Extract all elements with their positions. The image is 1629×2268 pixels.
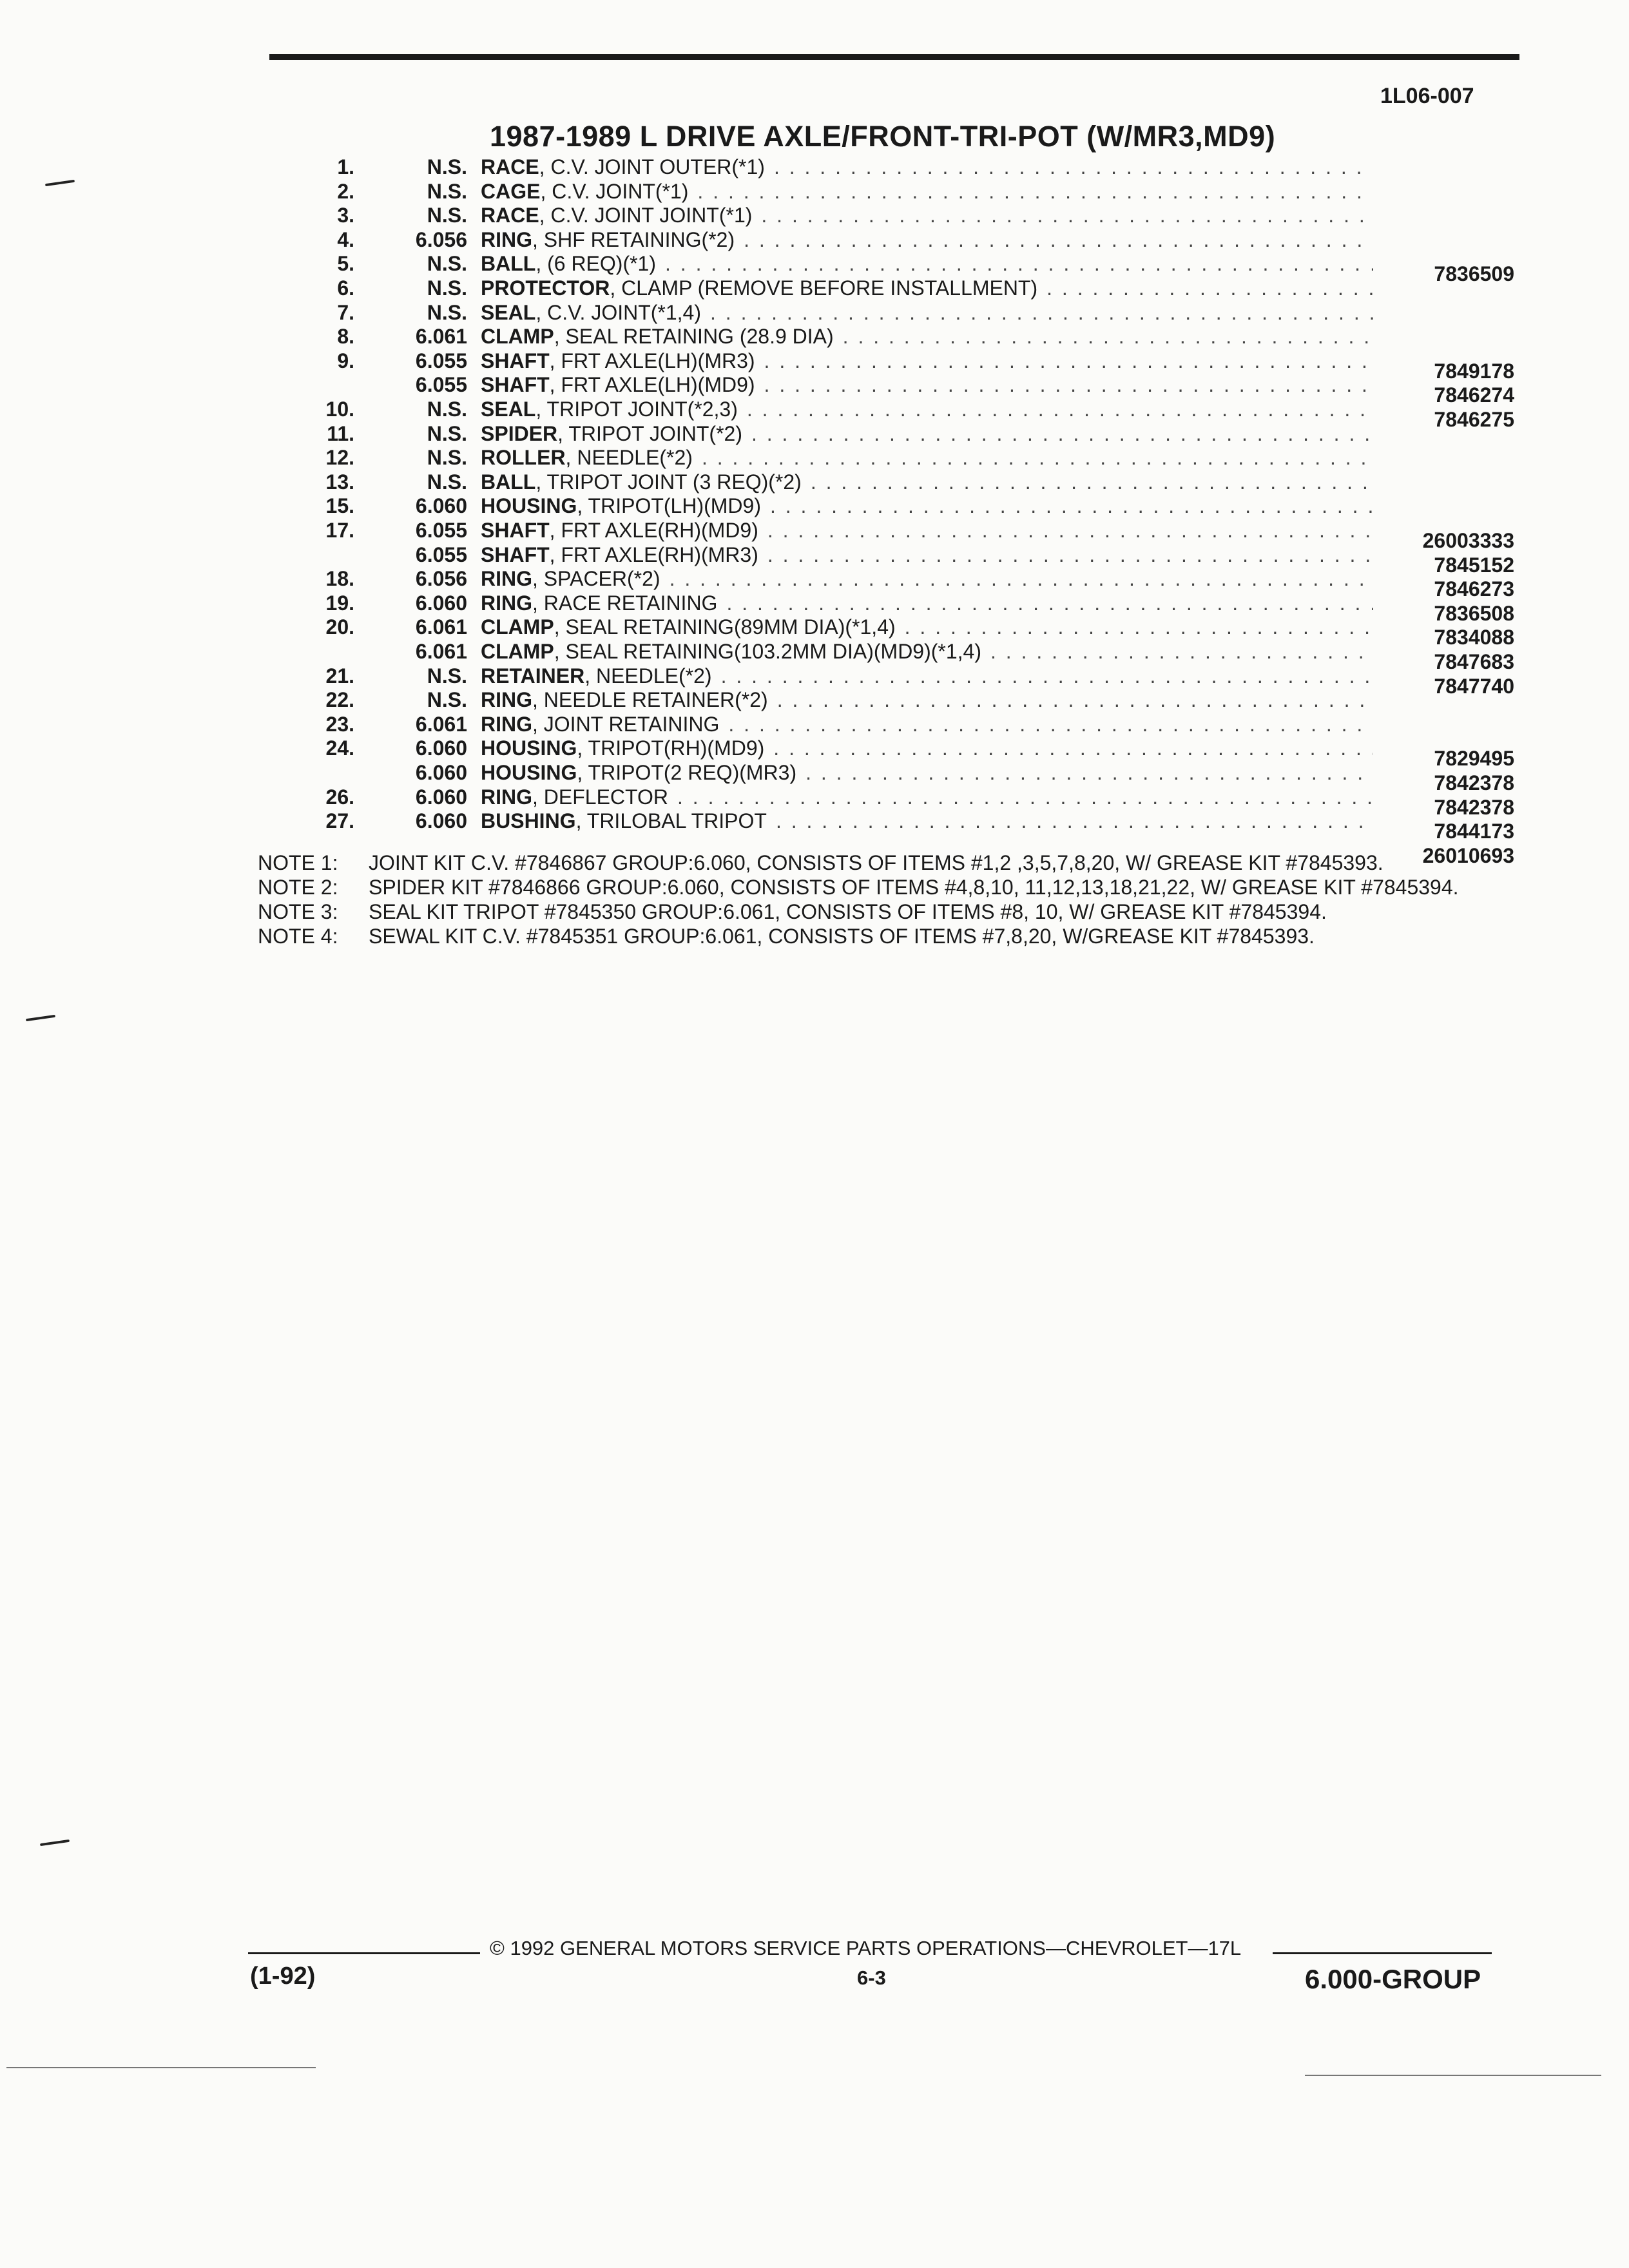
group-number: 6.060 <box>415 736 467 760</box>
part-description <box>481 445 1373 470</box>
scan-mark <box>26 1015 55 1021</box>
part-description <box>481 470 1373 494</box>
dot-leader <box>751 421 1373 446</box>
group-number: 6.060 <box>415 494 467 518</box>
note <box>258 901 1514 923</box>
part-detail: , C.V. JOINT(*1) <box>540 179 689 203</box>
group-number: 6.060 <box>415 761 467 784</box>
part-name: RING <box>481 712 532 736</box>
group-number: N.S. <box>427 252 467 276</box>
part-row <box>0 494 1629 518</box>
page-code: 1L06-007 <box>1380 84 1474 108</box>
part-number: 7836508 <box>1434 601 1514 625</box>
part-name: RACE <box>481 155 539 178</box>
part-detail: , FRT AXLE(LH)(MD9) <box>549 373 755 397</box>
part-name: SPIDER <box>481 421 558 445</box>
group-number: N.S. <box>427 664 467 687</box>
part-number: 7834088 <box>1434 626 1514 649</box>
part-description <box>481 300 1373 325</box>
note <box>258 876 1514 898</box>
group-number: 6.060 <box>415 785 467 809</box>
dot-leader <box>776 809 1373 833</box>
part-name: HOUSING <box>481 736 577 760</box>
note-label: NOTE 3: <box>258 900 338 923</box>
part-detail: , TRILOBAL TRIPOT <box>575 809 767 833</box>
part-name: HOUSING <box>481 494 577 518</box>
part-number: 7846275 <box>1434 408 1514 431</box>
part-detail: , DEFLECTOR <box>532 785 668 809</box>
dot-leader <box>764 349 1373 373</box>
part-detail: , RACE RETAINING <box>532 591 718 615</box>
item-number: 15. <box>325 494 354 518</box>
part-row <box>0 664 1629 698</box>
part-detail: , FRT AXLE(RH)(MD9) <box>549 519 758 542</box>
part-description <box>481 736 1373 760</box>
dot-leader <box>702 445 1373 470</box>
dot-leader <box>726 591 1373 615</box>
edition-code: (1-92) <box>250 1963 316 1990</box>
note-label: NOTE 2: <box>258 876 338 899</box>
part-description <box>481 760 1373 785</box>
dot-leader <box>1046 276 1373 300</box>
dot-leader <box>710 300 1373 325</box>
item-number: 19. <box>325 591 354 615</box>
item-number: 6. <box>337 276 354 300</box>
part-description <box>481 566 1373 591</box>
part-row <box>0 445 1629 470</box>
item-number: 1. <box>337 155 354 178</box>
part-name: RING <box>481 227 532 251</box>
part-name: CLAMP <box>481 640 554 663</box>
copyright-line: © 1992 GENERAL MOTORS SERVICE PARTS OPERATIONS—CHEVROLET—17L <box>490 1937 1242 1959</box>
part-detail: , FRT AXLE(RH)(MR3) <box>549 543 758 566</box>
part-row <box>0 276 1629 300</box>
item-number: 3. <box>337 204 354 227</box>
item-number: 18. <box>325 567 354 591</box>
dot-leader <box>774 155 1373 179</box>
dot-leader <box>770 494 1373 518</box>
dot-leader <box>764 372 1373 397</box>
part-row <box>0 760 1629 794</box>
dot-leader <box>665 251 1373 276</box>
part-description <box>481 155 1373 179</box>
group-number: 6.055 <box>415 349 467 372</box>
dot-leader <box>805 760 1373 785</box>
part-description <box>481 251 1373 276</box>
part-name: HOUSING <box>481 761 577 784</box>
part-row <box>0 470 1629 494</box>
group-number: 6.060 <box>415 591 467 615</box>
dot-leader <box>677 785 1373 809</box>
part-detail: , C.V. JOINT JOINT(*1) <box>539 204 753 227</box>
group-number: N.S. <box>427 204 467 227</box>
part-name: CLAMP <box>481 325 554 349</box>
dot-leader <box>761 203 1373 227</box>
item-number: 13. <box>325 470 354 494</box>
group-number: N.S. <box>427 155 467 178</box>
dot-leader <box>728 712 1373 736</box>
part-name: CAGE <box>481 179 541 203</box>
group-number: N.S. <box>427 688 467 712</box>
part-description <box>481 712 1373 736</box>
part-name: PROTECTOR <box>481 276 610 300</box>
part-row <box>0 179 1629 204</box>
part-number: 7846274 <box>1434 383 1514 407</box>
part-name: SHAFT <box>481 373 550 397</box>
item-number: 24. <box>325 736 354 760</box>
part-row <box>0 809 1629 843</box>
part-row <box>0 566 1629 601</box>
group-number: N.S. <box>427 421 467 445</box>
dot-leader <box>843 324 1373 349</box>
part-name: RETAINER <box>481 664 585 687</box>
part-detail: , CLAMP (REMOVE BEFORE INSTALLMENT) <box>610 276 1038 300</box>
group-number: 6.061 <box>415 640 467 663</box>
part-description <box>481 397 1373 421</box>
item-number: 7. <box>337 300 354 324</box>
part-detail: , TRIPOT JOINT(*2,3) <box>535 398 738 421</box>
group-number: N.S. <box>427 470 467 494</box>
part-name: RACE <box>481 204 539 227</box>
group-number: N.S. <box>427 398 467 421</box>
dot-leader <box>990 639 1373 664</box>
group-number: 6.055 <box>415 373 467 397</box>
part-number: 7847683 <box>1434 650 1514 673</box>
part-description <box>481 324 1373 349</box>
part-number: 7836509 <box>1434 262 1514 286</box>
part-row <box>0 421 1629 446</box>
group-number: 6.061 <box>415 615 467 639</box>
item-number: 5. <box>337 252 354 276</box>
part-number: 7844173 <box>1434 820 1514 843</box>
part-row <box>0 785 1629 819</box>
part-detail: , FRT AXLE(LH)(MR3) <box>549 349 755 372</box>
dot-leader <box>721 664 1373 688</box>
part-name: SEAL <box>481 300 536 324</box>
part-description <box>481 809 1373 833</box>
part-detail: , JOINT RETAINING <box>532 712 720 736</box>
part-description <box>481 372 1373 397</box>
part-detail: , SEAL RETAINING (28.9 DIA) <box>554 325 834 349</box>
part-detail: , TRIPOT JOINT(*2) <box>557 421 742 445</box>
page-title: 1987-1989 L DRIVE AXLE/FRONT-TRI-POT (W/MR3,MD9) <box>490 120 1276 153</box>
part-number: 7842378 <box>1434 795 1514 819</box>
part-number: 7847740 <box>1434 674 1514 698</box>
part-name: SHAFT <box>481 543 550 566</box>
part-detail: , C.V. JOINT(*1,4) <box>535 300 701 324</box>
part-row <box>0 372 1629 407</box>
group-number: 6.060 <box>415 809 467 833</box>
group-number: 6.061 <box>415 325 467 349</box>
dot-leader <box>697 179 1373 204</box>
scan-mark <box>40 1840 70 1846</box>
footer-rule-right <box>1273 1952 1492 1954</box>
part-row <box>0 518 1629 552</box>
part-detail: , SPACER(*2) <box>532 567 660 591</box>
item-number: 9. <box>337 349 354 372</box>
part-detail: , SHF RETAINING(*2) <box>532 227 735 251</box>
group-number: 6.055 <box>415 519 467 542</box>
part-row <box>0 203 1629 227</box>
item-number: 11. <box>327 421 354 445</box>
note-text: SEWAL KIT C.V. #7845351 GROUP:6.061, CONSISTS OF ITEMS #7,8,20, W/GREASE KIT #7845393. <box>369 925 1315 948</box>
dot-leader <box>747 397 1373 421</box>
group-number: N.S. <box>427 300 467 324</box>
item-number: 26. <box>325 785 354 809</box>
item-number: 8. <box>337 325 354 349</box>
part-row <box>0 227 1629 252</box>
part-detail: , SEAL RETAINING(103.2MM DIA)(MD9)(*1,4) <box>554 640 981 663</box>
note-text: SEAL KIT TRIPOT #7845350 GROUP:6.061, CONSISTS OF ITEMS #8, 10, W/ GREASE KIT #7845394. <box>369 900 1327 923</box>
part-description <box>481 227 1373 252</box>
part-name: CLAMP <box>481 615 554 639</box>
item-number: 23. <box>325 712 354 736</box>
part-number: 7842378 <box>1434 771 1514 794</box>
notes-section <box>258 852 1514 950</box>
part-description <box>481 591 1373 615</box>
dot-leader <box>744 227 1373 252</box>
part-row <box>0 639 1629 673</box>
dot-leader <box>773 736 1373 760</box>
dot-leader <box>777 687 1373 712</box>
part-description <box>481 615 1373 639</box>
part-row <box>0 251 1629 286</box>
item-number: 12. <box>325 446 354 470</box>
part-description <box>481 179 1373 204</box>
part-row <box>0 155 1629 179</box>
part-name: BALL <box>481 252 536 276</box>
part-name: RING <box>481 785 532 809</box>
part-detail: , TRIPOT JOINT (3 REQ)(*2) <box>535 470 802 494</box>
part-detail: , TRIPOT(RH)(MD9) <box>577 736 765 760</box>
dot-leader <box>767 518 1373 543</box>
note-label: NOTE 1: <box>258 851 338 874</box>
dot-leader <box>811 470 1373 494</box>
part-detail: , SEAL RETAINING(89MM DIA)(*1,4) <box>554 615 896 639</box>
part-row <box>0 736 1629 771</box>
part-detail: , (6 REQ)(*1) <box>535 252 656 276</box>
part-name: BALL <box>481 470 536 494</box>
group-number: 6.056 <box>415 227 467 251</box>
part-row <box>0 300 1629 325</box>
part-description <box>481 639 1373 664</box>
part-row <box>0 615 1629 649</box>
group-code: 6.000-GROUP <box>1305 1964 1481 1994</box>
part-description <box>481 276 1373 300</box>
part-row <box>0 687 1629 712</box>
dot-leader <box>905 615 1373 639</box>
part-number: 7845152 <box>1434 553 1514 577</box>
item-number: 21. <box>325 664 354 687</box>
part-row <box>0 591 1629 625</box>
part-description <box>481 421 1373 446</box>
item-number: 22. <box>325 688 354 712</box>
part-name: SEAL <box>481 398 536 421</box>
part-description <box>481 349 1373 373</box>
part-row <box>0 543 1629 577</box>
part-name: RING <box>481 567 532 591</box>
part-row <box>0 324 1629 349</box>
part-number: 7829495 <box>1434 747 1514 771</box>
item-number: 20. <box>325 615 354 639</box>
part-description <box>481 518 1373 543</box>
part-detail: , NEEDLE(*2) <box>565 446 693 470</box>
part-description <box>481 543 1373 567</box>
item-number: 4. <box>337 227 354 251</box>
group-number: N.S. <box>427 446 467 470</box>
part-row <box>0 712 1629 736</box>
part-detail: , TRIPOT(2 REQ)(MR3) <box>577 761 797 784</box>
part-description <box>481 687 1373 712</box>
part-number: 26003333 <box>1422 529 1514 552</box>
item-number: 17. <box>325 519 354 542</box>
group-number: N.S. <box>427 276 467 300</box>
group-number: 6.061 <box>415 712 467 736</box>
part-description <box>481 203 1373 227</box>
part-description <box>481 664 1373 688</box>
note-text: SPIDER KIT #7846866 GROUP:6.060, CONSISTS OF ITEMS #4,8,10, 11,12,13,18,21,22, W/ GREASE KIT #7845394. <box>369 876 1459 899</box>
group-number: 6.055 <box>415 543 467 566</box>
part-name: SHAFT <box>481 349 550 372</box>
page-number: 6-3 <box>857 1966 886 1989</box>
part-name: RING <box>481 688 532 712</box>
part-name: RING <box>481 591 532 615</box>
part-name: ROLLER <box>481 446 566 470</box>
part-name: SHAFT <box>481 519 550 542</box>
item-number: 10. <box>325 398 354 421</box>
part-number: 7846273 <box>1434 577 1514 601</box>
part-description <box>481 494 1373 518</box>
group-number: 6.056 <box>415 567 467 591</box>
bottom-line-right <box>1305 2075 1601 2076</box>
bottom-line-left <box>6 2067 316 2068</box>
part-row <box>0 397 1629 431</box>
part-detail: , NEEDLE(*2) <box>584 664 712 687</box>
part-description <box>481 785 1373 809</box>
note <box>258 925 1514 947</box>
part-detail: , TRIPOT(LH)(MD9) <box>577 494 761 518</box>
part-number: 7849178 <box>1434 359 1514 383</box>
part-name: BUSHING <box>481 809 576 833</box>
part-detail: , NEEDLE RETAINER(*2) <box>532 688 768 712</box>
group-number: N.S. <box>427 179 467 203</box>
note <box>258 852 1514 874</box>
footer-rule-left <box>248 1952 480 1954</box>
part-number: 26010693 <box>1422 843 1514 867</box>
note-text: JOINT KIT C.V. #7846867 GROUP:6.060, CONSISTS OF ITEMS #1,2 ,3,5,7,8,20, W/ GREASE KIT #7845393. <box>369 851 1383 874</box>
part-row <box>0 349 1629 383</box>
note-label: NOTE 4: <box>258 925 338 948</box>
dot-leader <box>767 543 1373 567</box>
item-number: 27. <box>325 809 354 833</box>
dot-leader <box>670 566 1373 591</box>
part-detail: , C.V. JOINT OUTER(*1) <box>539 155 765 178</box>
item-number: 2. <box>337 179 354 203</box>
